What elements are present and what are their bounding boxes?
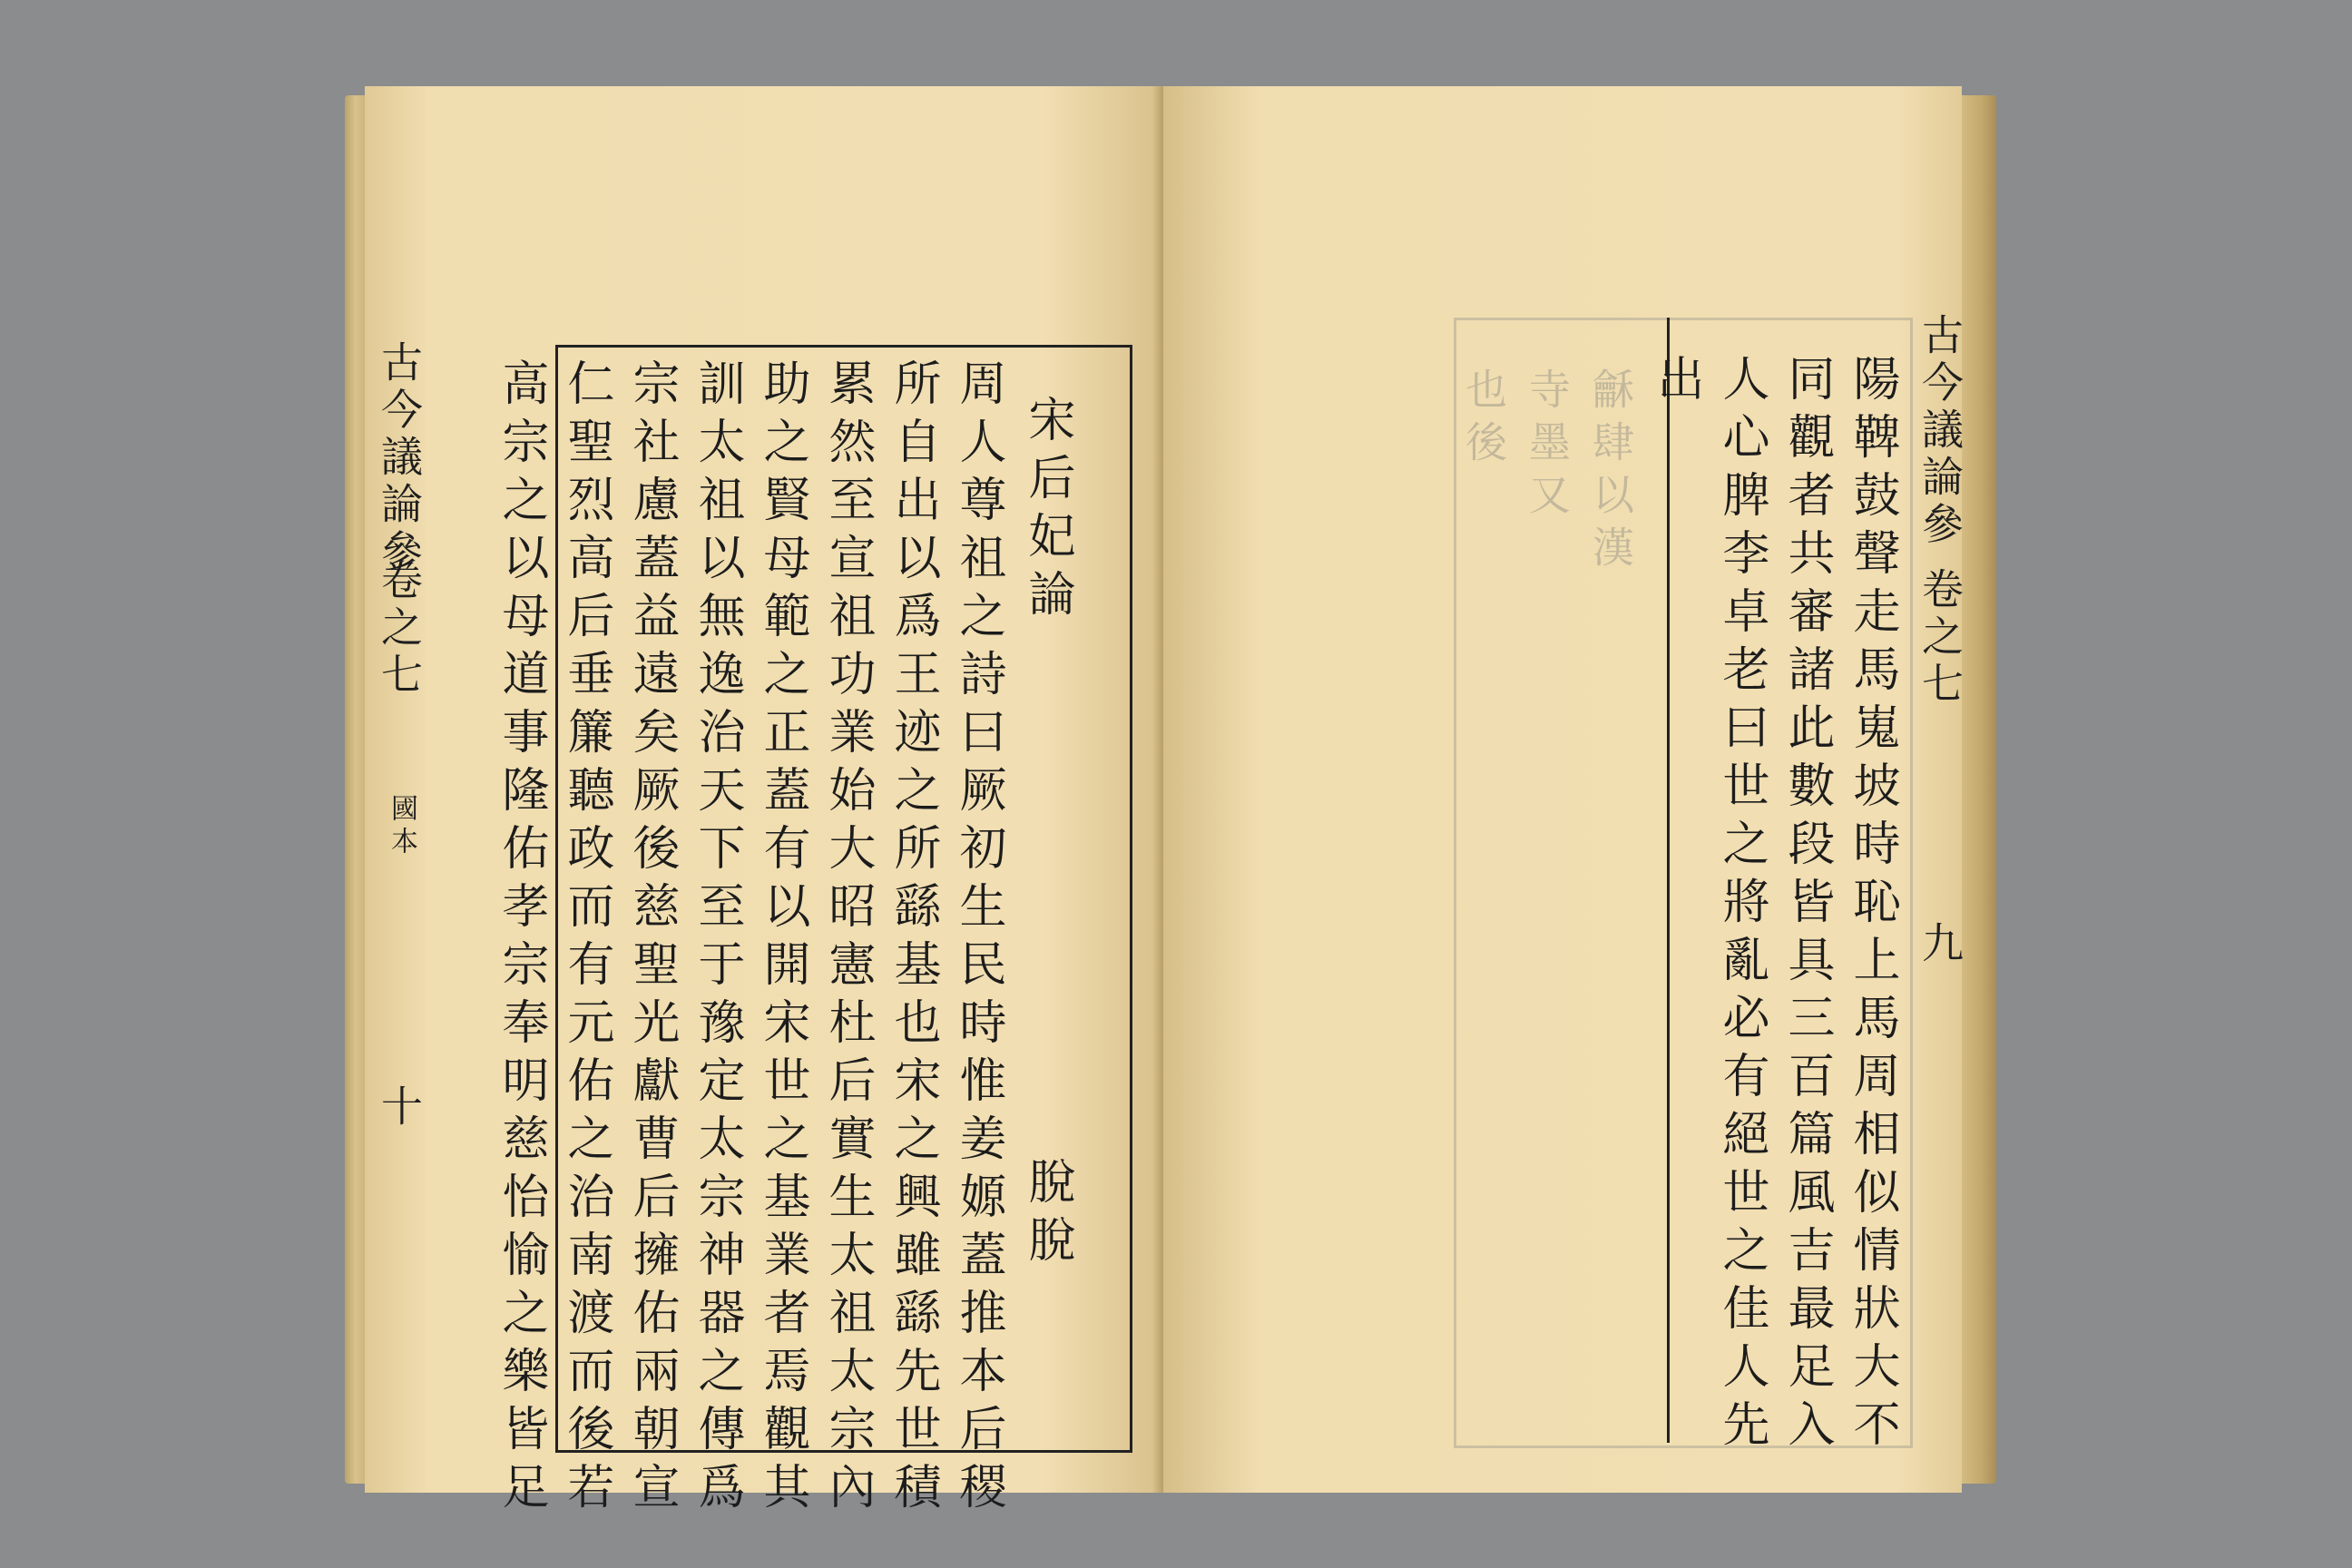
- left-margin-title: 古今議論參: [375, 340, 424, 576]
- page-edges-right: [1960, 95, 1996, 1484]
- right-col-3: 人心脾李卓老曰世之將亂必有絕世之佳人先: [1714, 354, 1769, 1457]
- left-note: 脫脫: [1020, 1157, 1074, 1273]
- right-margin-title: 古今議論參: [1916, 313, 1965, 549]
- open-book: [345, 86, 1996, 1520]
- left-margin-mark: 國本: [386, 794, 417, 859]
- right-col-1: 陽鞞鼓聲走馬嵬坡時恥上馬周相似情狀大不: [1845, 354, 1899, 1457]
- right-page: [1163, 86, 1965, 1493]
- left-margin-volume: 卷之七: [375, 558, 424, 700]
- left-page: [365, 86, 1163, 1520]
- left-col-3: 所自出以爲王迹之所繇基也宋之興雖繇先世積: [886, 358, 940, 1520]
- right-margin-num: 九: [1916, 921, 1965, 968]
- right-margin-volume: 卷之七: [1916, 567, 1965, 709]
- right-col-4: 出: [1649, 354, 1703, 412]
- show-through-col-1: 龢肆以漢: [1586, 368, 1635, 578]
- left-col-9: 高宗之以母道事隆佑孝宗奉明慈怡愉之樂皆足: [494, 358, 548, 1520]
- left-col-8: 仁聖烈高后垂簾聽政而有元佑之治南渡而後若: [559, 358, 613, 1520]
- left-col-1: 宋后妃論: [1020, 395, 1074, 627]
- left-col-2: 周人尊祖之詩曰厥初生民時惟姜嫄蓋推本后稷: [951, 358, 1005, 1520]
- left-col-7: 宗社慮蓋益遠矣厥後慈聖光獻曹后擁佑兩朝宣: [624, 358, 679, 1520]
- left-col-5: 助之賢母範之正蓋有以開宋世之基業者焉觀其: [755, 358, 809, 1520]
- show-through-col-2: 寺墨又: [1523, 368, 1572, 525]
- left-col-4: 累然至宣祖功業始大昭憲杜后實生太祖太宗內: [820, 358, 875, 1520]
- left-margin-num: 十: [375, 1084, 424, 1132]
- right-col-2: 同觀者共審諸此數段皆具三百篇風吉最足入: [1779, 354, 1834, 1457]
- show-through-col-3: 也後: [1459, 368, 1508, 473]
- left-col-6: 訓太祖以無逸治天下至于豫定太宗神器之傳爲: [690, 358, 744, 1520]
